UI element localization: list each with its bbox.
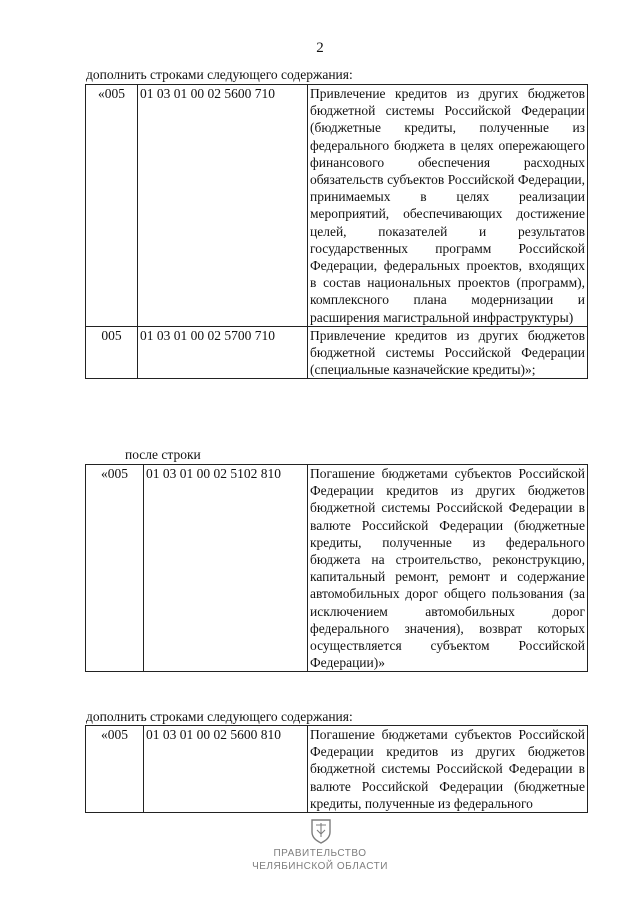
description-cell: Погашение бюджетами субъектов Российской Федерации кредитов из других бюджетов бюджетной системы Российской Федерации в валюте Российской Федерации (бюджетные кредиты, полученные из федерального бюджета на строительство, реконструкцию, капитальный ремонт, ремонт и содержание автомобильных дорог общего пользования (за исключением автомобильных дорог федерального значения), возврат которых осуществляется субъектом Российской Федерации)» — [308, 465, 588, 672]
after-row-text: после строки — [125, 447, 201, 462]
table-row — [86, 326, 588, 379]
stamp-line-1: ПРАВИТЕЛЬСТВО — [273, 848, 367, 859]
budget-table-2 — [85, 464, 588, 672]
table-row — [86, 85, 588, 327]
admin-code-cell: «005 — [86, 726, 144, 813]
intro-text-1: дополнить строками следующего содержания: — [86, 67, 353, 82]
description-cell: Привлечение кредитов из других бюджетов бюджетной системы Российской Федерации (бюджетные кредиты, полученные из федерального бюджета в целях опережающего финансового обеспечения расходных обязательств субъектов Российской Федерации, принимаемых в целях реализации мероприятий, обеспечивающих достижение целей, показателей и результатов государственных программ Российской Федерации, федеральных проектов, входящих в состав национальных проектов (программ), комплексного плана модернизации и расширения магистральной инфраструктуры) — [308, 85, 588, 327]
description-cell: Погашение бюджетами субъектов Российской Федерации кредитов из других бюджетов бюджетной системы Российской Федерации в валюте Российской Федерации (бюджетные кредиты, полученные из федерального — [308, 726, 588, 813]
admin-code-cell: 005 — [86, 326, 138, 379]
budget-code-cell: 01 03 01 00 02 5102 810 — [144, 465, 308, 672]
table-row — [86, 465, 588, 672]
admin-code-cell: «005 — [86, 85, 138, 327]
budget-code-cell: 01 03 01 00 02 5700 710 — [138, 326, 308, 379]
page-number: 2 — [316, 40, 324, 56]
description-cell: Привлечение кредитов из других бюджетов бюджетной системы Российской Федерации (специальные казначейские кредиты)»; — [308, 326, 588, 379]
admin-code-cell: «005 — [86, 465, 144, 672]
budget-code-cell: 01 03 01 00 02 5600 710 — [138, 85, 308, 327]
table-row — [86, 726, 588, 813]
stamp-line-2: ЧЕЛЯБИНСКОЙ ОБЛАСТИ — [252, 861, 388, 872]
intro-text-2: дополнить строками следующего содержания: — [86, 709, 353, 724]
coat-of-arms-icon — [310, 818, 332, 844]
budget-table-3 — [85, 725, 588, 813]
budget-table-1 — [85, 84, 588, 379]
budget-code-cell: 01 03 01 00 02 5600 810 — [144, 726, 308, 813]
